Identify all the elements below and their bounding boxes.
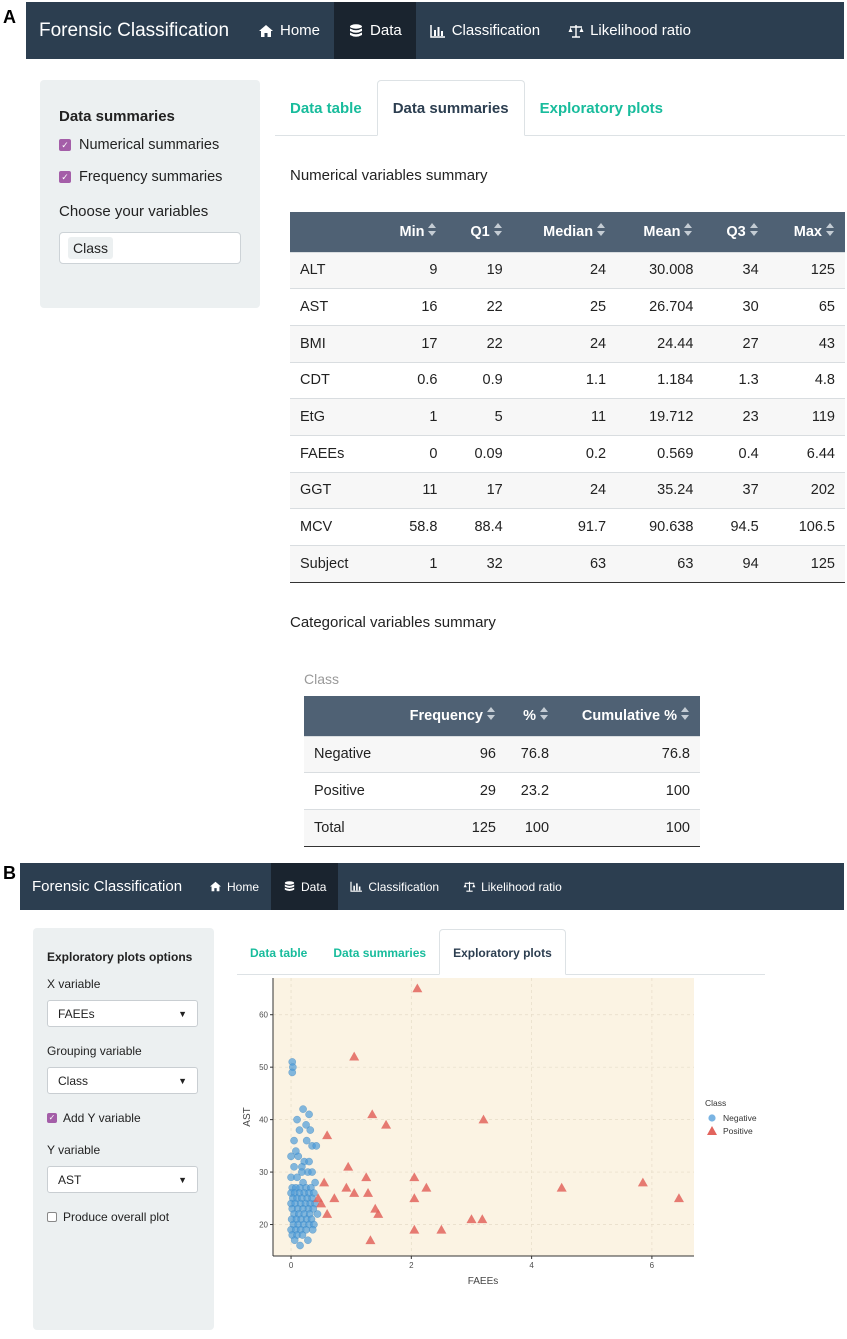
table-cell: 1	[375, 399, 447, 436]
table-row	[290, 435, 845, 472]
row-label: AST	[290, 289, 375, 326]
nav-likelihood-ratio[interactable]	[451, 863, 574, 910]
legend-key-negative	[708, 1114, 715, 1121]
home-icon	[209, 881, 222, 892]
frequency-summaries-label: Frequency summaries	[79, 169, 223, 185]
table-row	[290, 252, 845, 289]
sidebar-title: Exploratory plots options	[47, 950, 193, 964]
table-cell: 0.4	[703, 435, 768, 472]
sort-icon[interactable]	[681, 707, 690, 720]
table-cell: 94	[703, 546, 768, 583]
column-header-label: Max	[793, 224, 822, 241]
legend-key-positive	[707, 1126, 717, 1135]
check-icon: ✓	[59, 171, 71, 183]
table-cell: 17	[447, 472, 512, 509]
exploratory-plots-sidebar	[33, 928, 214, 1330]
row-label: Positive	[304, 773, 389, 810]
y-tick-label: 60	[259, 1010, 268, 1020]
table-cell: 24	[513, 252, 616, 289]
bar-chart-icon	[430, 24, 446, 38]
table-cell: 29	[389, 773, 506, 810]
y-tick-label: 50	[259, 1063, 268, 1073]
table-row	[290, 325, 845, 362]
nav-classification[interactable]	[338, 863, 451, 910]
database-icon	[348, 24, 364, 38]
panel-label-b: B	[3, 863, 16, 883]
table-row	[304, 736, 700, 773]
overall-plot-checkbox[interactable]	[47, 1210, 200, 1224]
column-header[interactable]	[559, 696, 700, 736]
tab-data-table[interactable]: Data table	[290, 100, 362, 117]
row-label: Total	[304, 809, 389, 846]
app-title[interactable]: Forensic Classification	[32, 878, 183, 895]
table-cell: 9	[375, 252, 447, 289]
row-label: GGT	[290, 472, 375, 509]
tab-exploratory-plots[interactable]: Exploratory plots	[539, 100, 663, 117]
table-cell: 5	[447, 399, 512, 436]
data-point-negative	[290, 1137, 297, 1144]
table-cell: 19	[447, 252, 512, 289]
table-cell: 94.5	[703, 509, 768, 546]
nav-data[interactable]	[271, 863, 338, 910]
numerical-summaries-label: Numerical summaries	[79, 137, 220, 153]
data-point-negative	[314, 1210, 321, 1217]
nav-likelihood-ratio-label: Likelihood ratio	[481, 879, 562, 894]
y-tick-label: 30	[259, 1168, 268, 1178]
nav-classification-label: Classification	[368, 879, 440, 894]
caret-down-icon: ▼	[178, 1174, 187, 1185]
data-point-negative	[309, 1226, 316, 1233]
nav-home-label: Home	[280, 22, 321, 39]
column-header[interactable]	[375, 212, 447, 252]
table-cell: 58.8	[375, 509, 447, 546]
tabs	[275, 80, 845, 136]
tabs	[237, 928, 765, 975]
data-point-negative	[305, 1111, 312, 1118]
grouping-variable-value: Class	[58, 1073, 89, 1088]
bar-chart-icon	[350, 881, 363, 892]
tab-data-table[interactable]: Data table	[250, 946, 308, 960]
table-cell: 100	[506, 809, 559, 846]
navbar	[20, 863, 844, 910]
column-header-label: Mean	[643, 224, 681, 241]
column-header-label: Min	[399, 224, 425, 241]
app-title[interactable]: Forensic Classification	[39, 19, 230, 41]
table-cell: 0.569	[616, 435, 703, 472]
overall-plot-label: Produce overall plot	[63, 1210, 170, 1224]
tab-data-summaries[interactable]: Data summaries	[377, 80, 525, 136]
data-point-negative	[296, 1127, 303, 1134]
table-cell: 24.44	[616, 325, 703, 362]
column-header[interactable]	[703, 212, 768, 252]
table-cell: 6.44	[769, 435, 845, 472]
sort-icon[interactable]	[428, 223, 437, 236]
table-cell: 106.5	[769, 509, 845, 546]
tab-data-summaries[interactable]: Data summaries	[333, 946, 427, 960]
table-cell: 4.8	[769, 362, 845, 399]
data-point-negative	[298, 1168, 305, 1175]
nav-home[interactable]	[197, 863, 271, 910]
row-label: MCV	[290, 509, 375, 546]
table-row	[290, 289, 845, 326]
table-cell: 34	[703, 252, 768, 289]
balance-scale-icon	[463, 881, 476, 892]
column-header[interactable]	[389, 696, 506, 736]
check-icon: ✓	[48, 1113, 56, 1122]
table-cell: 43	[769, 325, 845, 362]
numerical-summaries-checkbox[interactable]	[59, 137, 241, 153]
data-point-negative	[305, 1158, 312, 1165]
table-cell: 96	[389, 736, 506, 773]
table-caption: Class	[304, 671, 340, 687]
column-header-label: Q3	[726, 224, 746, 241]
table-row	[304, 773, 700, 810]
tab-exploratory-plots[interactable]: Exploratory plots	[439, 929, 566, 975]
sidebar-title: Data summaries	[59, 108, 175, 125]
frequency-summaries-checkbox[interactable]	[59, 169, 241, 185]
table-cell: 22	[447, 325, 512, 362]
data-point-negative	[290, 1163, 297, 1170]
categorical-summary-title: Categorical variables summary	[290, 614, 496, 631]
column-header[interactable]	[447, 212, 512, 252]
row-label: BMI	[290, 325, 375, 362]
table-cell: 76.8	[506, 736, 559, 773]
column-header[interactable]	[506, 696, 559, 736]
table-cell: 27	[703, 325, 768, 362]
table-row	[290, 509, 845, 546]
legend-label: Positive	[723, 1126, 753, 1136]
table-cell: 17	[375, 325, 447, 362]
table-cell: 88.4	[447, 509, 512, 546]
data-point-negative	[299, 1106, 306, 1113]
column-header-label: %	[523, 708, 537, 725]
sort-icon[interactable]	[826, 223, 835, 236]
sort-icon[interactable]	[540, 707, 549, 720]
data-point-negative	[308, 1168, 315, 1175]
table-cell: 0.6	[375, 362, 447, 399]
navbar	[26, 2, 844, 59]
table-cell: 35.24	[616, 472, 703, 509]
selected-variable-chip[interactable]: Class	[68, 237, 113, 259]
table-cell: 24	[513, 325, 616, 362]
table-cell: 19.712	[616, 399, 703, 436]
numerical-summary-title: Numerical variables summary	[290, 167, 488, 184]
data-point-negative	[313, 1142, 320, 1149]
table-cell: 1	[375, 546, 447, 583]
caret-down-icon: ▼	[178, 1008, 187, 1019]
table-cell: 0.09	[447, 435, 512, 472]
table-cell: 22	[447, 289, 512, 326]
data-point-negative	[304, 1237, 311, 1244]
unchecked-box-icon	[47, 1212, 57, 1222]
y-tick-label: 20	[259, 1220, 268, 1230]
data-summaries-sidebar	[40, 80, 260, 308]
nav-likelihood-ratio[interactable]	[554, 2, 705, 59]
sort-icon[interactable]	[750, 223, 759, 236]
x-tick-label: 2	[409, 1261, 414, 1270]
table-cell: 30	[703, 289, 768, 326]
data-point-negative	[299, 1231, 306, 1238]
x-tick-label: 6	[649, 1261, 655, 1270]
data-point-negative	[296, 1242, 303, 1249]
table-row	[290, 362, 845, 399]
table-cell: 0.9	[447, 362, 512, 399]
table-cell: 91.7	[513, 509, 616, 546]
table-cell: 24	[513, 472, 616, 509]
nav-data-label: Data	[370, 22, 402, 39]
table-cell: 100	[559, 773, 700, 810]
grouping-variable-label: Grouping variable	[47, 1044, 142, 1058]
x-tick-label: 0	[288, 1261, 294, 1270]
nav-data[interactable]	[334, 2, 416, 59]
y-variable-select[interactable]	[47, 1166, 198, 1193]
table-cell: 30.008	[616, 252, 703, 289]
data-point-negative	[303, 1137, 310, 1144]
table-cell: 0.2	[513, 435, 616, 472]
add-y-variable-checkbox[interactable]	[47, 1111, 200, 1125]
balance-scale-icon	[568, 24, 584, 38]
home-icon	[258, 24, 274, 38]
grouping-variable-select[interactable]	[47, 1067, 198, 1094]
add-y-variable-label: Add Y variable	[63, 1111, 141, 1125]
table-cell: 65	[769, 289, 845, 326]
column-header[interactable]	[513, 212, 616, 252]
row-label: EtG	[290, 399, 375, 436]
column-header-label: Median	[543, 224, 594, 241]
sort-icon[interactable]	[684, 223, 693, 236]
table-cell: 119	[769, 399, 845, 436]
table-cell: 125	[389, 809, 506, 846]
table-cell: 76.8	[559, 736, 700, 773]
column-header-label: Frequency	[409, 708, 483, 725]
table-cell: 1.3	[703, 362, 768, 399]
table-cell: 63	[616, 546, 703, 583]
caret-down-icon: ▼	[178, 1075, 187, 1086]
sort-icon[interactable]	[494, 223, 503, 236]
x-tick-label: 4	[529, 1261, 534, 1270]
table-cell: 125	[769, 546, 845, 583]
nav-likelihood-ratio-label: Likelihood ratio	[590, 22, 691, 39]
table-cell: 90.638	[616, 509, 703, 546]
table-cell: 16	[375, 289, 447, 326]
nav-home-label: Home	[227, 879, 260, 894]
table-cell: 125	[769, 252, 845, 289]
scatter-plot	[237, 978, 782, 1290]
table-cell: 0	[375, 435, 447, 472]
data-point-negative	[289, 1069, 296, 1076]
x-variable-select[interactable]	[47, 1000, 198, 1027]
x-variable-label: X variable	[47, 977, 101, 991]
table-row	[290, 399, 845, 436]
table-cell: 23	[703, 399, 768, 436]
column-header[interactable]	[769, 212, 845, 252]
choose-variables-label: Choose your variables	[59, 203, 209, 220]
sort-icon[interactable]	[487, 707, 496, 720]
table-row	[304, 809, 700, 846]
check-icon: ✓	[59, 139, 71, 151]
variables-select[interactable]	[59, 232, 241, 264]
table-cell: 25	[513, 289, 616, 326]
data-point-negative	[293, 1116, 300, 1123]
nav-classification[interactable]	[416, 2, 554, 59]
row-label: ALT	[290, 252, 375, 289]
row-label: CDT	[290, 362, 375, 399]
column-header-label: Cumulative %	[581, 708, 677, 725]
table-cell: 63	[513, 546, 616, 583]
nav-classification-label: Classification	[451, 22, 541, 39]
y-variable-value: AST	[58, 1172, 82, 1187]
panel-label-a: A	[3, 7, 16, 27]
row-label: Subject	[290, 546, 375, 583]
sort-icon[interactable]	[597, 223, 606, 236]
legend-title: Class	[705, 1098, 727, 1108]
table-cell: 32	[447, 546, 512, 583]
y-tick-label: 40	[259, 1115, 268, 1125]
table-row	[290, 472, 845, 509]
nav-data-label: Data	[301, 879, 327, 894]
column-header[interactable]	[616, 212, 703, 252]
column-header-blank	[290, 212, 375, 252]
y-axis-title: AST	[242, 1107, 253, 1127]
table-cell: 11	[375, 472, 447, 509]
table-cell: 1.1	[513, 362, 616, 399]
table-cell: 37	[703, 472, 768, 509]
x-axis-title: FAEEs	[467, 1276, 499, 1287]
nav-home[interactable]	[244, 2, 334, 59]
row-label: Negative	[304, 736, 389, 773]
row-label: FAEEs	[290, 435, 375, 472]
categorical-summary-table	[304, 696, 700, 847]
data-point-negative	[307, 1127, 314, 1134]
column-header-blank	[304, 696, 389, 736]
table-row	[290, 546, 845, 583]
table-cell: 100	[559, 809, 700, 846]
legend-label: Negative	[723, 1113, 757, 1123]
legend	[705, 1098, 757, 1136]
table-cell: 1.184	[616, 362, 703, 399]
column-header-label: Q1	[470, 224, 490, 241]
data-point-negative	[292, 1147, 299, 1154]
database-icon	[283, 881, 296, 892]
y-variable-label: Y variable	[47, 1143, 101, 1157]
table-cell: 11	[513, 399, 616, 436]
table-cell: 26.704	[616, 289, 703, 326]
x-variable-value: FAEEs	[58, 1006, 95, 1021]
table-cell: 202	[769, 472, 845, 509]
table-cell: 23.2	[506, 773, 559, 810]
data-point-negative	[291, 1237, 298, 1244]
numerical-summary-table	[290, 212, 845, 583]
